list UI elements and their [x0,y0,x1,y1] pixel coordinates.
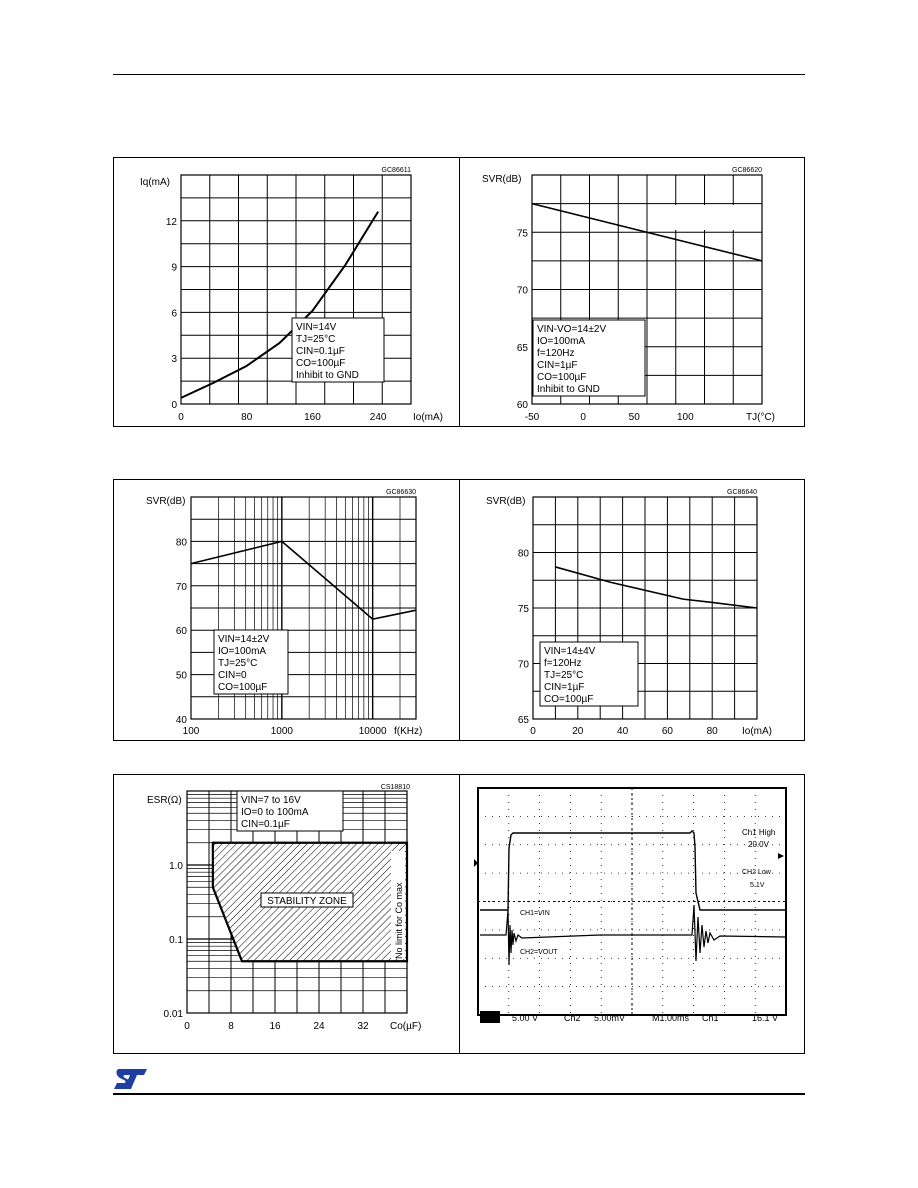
x-tick-label: 0 [580,412,586,423]
ch2-label: CH2=VOUT [520,949,558,956]
conditions-box [540,642,638,706]
condition-line: CIN=1µF [544,682,585,693]
y-tick-label: 40 [175,715,187,726]
y-tick-label: 1.0 [169,861,183,872]
x-tick-label: 24 [313,1021,325,1032]
x-tick-label: 100 [676,412,694,423]
y-tick-label: 70 [516,285,528,297]
ch1-label: CH1=VIN [520,910,550,917]
y-axis-label: SVR(dB) [486,496,526,507]
condition-line: CO=100µF [296,358,346,369]
chart-svr-vs-tj-plot [460,158,804,426]
x-tick-label: 0 [184,1021,190,1032]
chart-svr-vs-f-plot [114,480,459,740]
condition-line: TJ=25°C [218,658,258,669]
chart-svr-vs-tj [459,157,805,427]
side-label: No limit for Co max [394,882,404,959]
x-tick-label: 240 [369,412,387,423]
y-tick-label: 65 [516,342,528,354]
condition-line: VIN=7 to 16V [241,795,301,806]
chart-iq-vs-io [113,157,460,427]
chart-code: GC86611 [381,167,411,174]
ch1-high-value: 20.0V [748,840,769,849]
x-tick-label: 50 [628,412,640,423]
scope-status-text: 5.00 V [512,1013,539,1023]
st-logo [113,1068,149,1090]
condition-line: CO=100µF [544,694,594,705]
conditions-box [292,318,384,382]
conditions-box [533,320,645,396]
condition-line: VIN=14±4V [544,646,596,657]
x-tick-label: 20 [572,726,584,737]
chart-svr-vs-io [459,479,805,741]
x-tick-label: 160 [304,412,321,423]
condition-line: CO=100µF [218,682,268,693]
x-tick-label: 60 [661,726,673,737]
y-tick-label: 80 [175,537,187,549]
chart-code: CS18810 [380,784,410,791]
chart-esr-vs-co [113,774,460,1054]
scope-status-text: M1.00ms [652,1013,690,1023]
x-tick-label: 32 [357,1021,369,1032]
condition-line: CIN=0.1µF [296,346,345,357]
y-tick-label: 0 [171,400,177,411]
chart-svr-vs-io-plot [460,480,804,740]
y-tick-label: 60 [516,400,528,411]
condition-line: VIN=14±2V [218,634,270,645]
scope-status-text: Ch1 [481,1013,498,1023]
series-line [555,567,757,608]
x-tick-label: 80 [706,726,718,737]
x-tick-label: 8 [228,1021,234,1032]
zone-label-group [261,893,353,907]
y-tick-label: 3 [171,354,177,366]
x-tick-label: 16 [269,1021,281,1032]
scope-status-text: 5.00mV [594,1013,626,1023]
condition-line: VIN-VO=14±2V [537,324,607,335]
condition-line: TJ=25°C [296,334,336,345]
y-tick-label: 70 [175,581,187,593]
y-tick-label: 9 [171,262,177,274]
condition-line: IO=100mA [218,646,267,657]
conditions-box [214,630,288,694]
y-tick-label: 6 [171,308,177,320]
y-axis-label: SVR(dB) [146,496,186,507]
chart-iq-vs-io-plot [114,158,459,426]
y-tick-label: 65 [517,715,529,726]
series-line [191,541,416,619]
x-axis-label: f(KHz) [394,726,423,737]
y-tick-label: 70 [517,659,529,671]
grid-gap [660,205,760,230]
y-tick-label: 0.01 [163,1009,183,1020]
x-tick-label: 10000 [358,726,387,737]
y-tick-label: 75 [516,228,528,240]
scope-status-text: 16.1 V [752,1013,779,1023]
y-tick-label: 60 [175,626,187,638]
condition-line: VIN=14V [296,322,337,333]
condition-line: f=120Hz [544,658,582,669]
x-tick-label: -50 [524,412,540,423]
x-tick-label: 40 [617,726,629,737]
oscilloscope-capture [459,774,805,1054]
condition-line: CIN=0.1µF [241,819,290,830]
zone-label: STABILITY ZONE [267,896,347,907]
y-axis-label: SVR(dB) [482,174,522,185]
top-rule [113,74,805,75]
y-axis-label: ESR(Ω) [147,795,182,806]
x-axis-label: Io(mA) [742,726,772,737]
condition-line: IO=100mA [537,336,586,347]
chart-code: GC86620 [732,167,762,174]
condition-line: CIN=1µF [537,360,578,371]
condition-line: IO=0 to 100mA [241,807,309,818]
y-axis-label: Iq(mA) [140,177,170,188]
x-axis-label: Io(mA) [413,412,443,423]
oscilloscope-plot [460,775,804,1053]
ch2-low-label: CH2 Low [742,869,771,876]
condition-line: Inhibit to GND [537,384,600,395]
y-tick-label: 80 [517,548,529,560]
x-tick-label: 100 [182,726,200,737]
chart-svr-vs-f [113,479,460,741]
x-tick-label: 0 [178,412,184,423]
conditions-box [237,791,343,831]
chart-code: GC86640 [727,489,757,496]
x-tick-label: 80 [241,412,253,423]
x-tick-label: 0 [530,726,536,737]
bottom-rule [113,1093,805,1095]
x-axis-label: TJ(°C) [746,412,775,423]
ch2-low-value: 5.1V [750,882,765,889]
condition-line: CO=100µF [537,372,587,383]
x-axis-label: Co(µF) [390,1021,422,1032]
x-tick-label: 1000 [270,726,293,737]
chart-esr-vs-co-plot [114,775,459,1053]
ch1-high-label: Ch1 High [742,828,776,837]
condition-line: CIN=0 [218,670,247,681]
chart-code: GC86630 [386,489,416,496]
condition-line: TJ=25°C [544,670,584,681]
y-tick-label: 75 [517,604,529,615]
scope-status-text: Ch1 [702,1013,719,1023]
y-tick-label: 12 [165,216,177,228]
y-tick-label: 0.1 [169,935,183,946]
condition-line: Inhibit to GND [296,370,359,381]
condition-line: f=120Hz [537,348,575,359]
scope-status-text: Ch2 [564,1013,581,1023]
side-label-group [391,851,405,959]
y-tick-label: 50 [175,670,187,682]
